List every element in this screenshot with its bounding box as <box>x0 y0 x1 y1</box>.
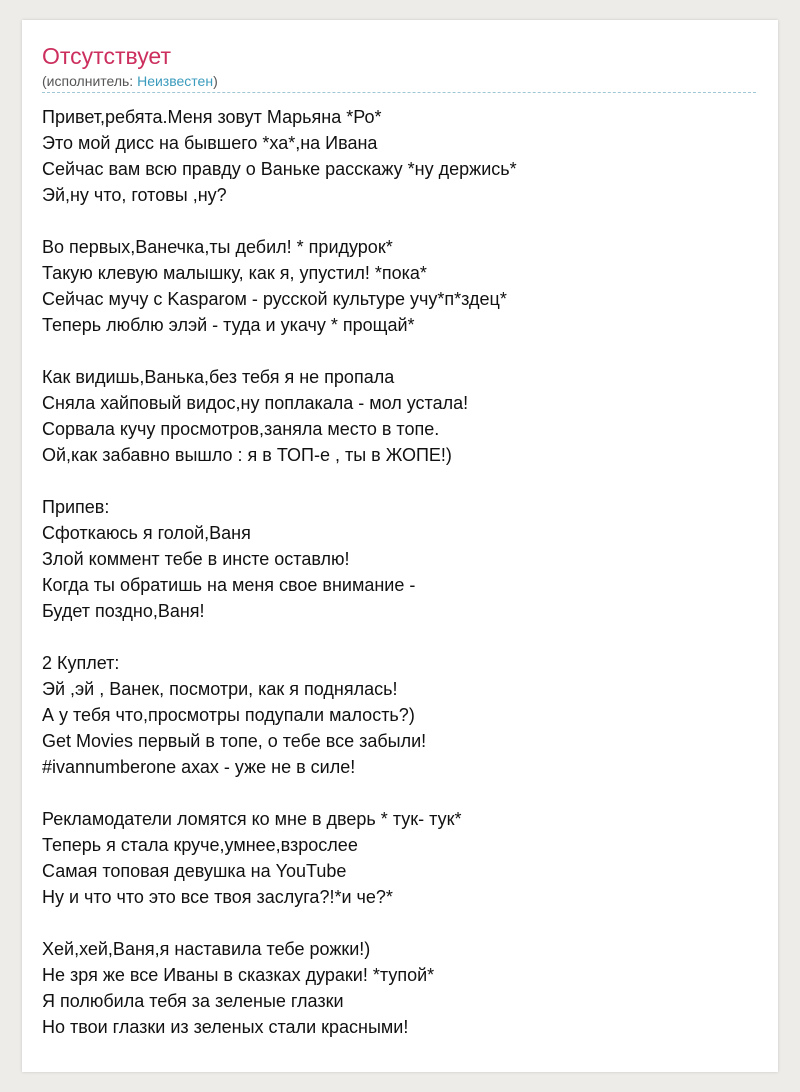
lyric-line: Не зря же все Иваны в сказках дураки! *тупой* <box>42 965 435 985</box>
lyric-line: Как видишь,Ванька,без тебя я не пропала <box>42 367 395 387</box>
lyric-line: Злой коммент тебе в инсте оставлю! <box>42 549 350 569</box>
lyric-line: Сорвала кучу просмотров,заняла место в топе. <box>42 419 440 439</box>
lyric-line: Ну и что что это все твоя заслуга?!*и че?* <box>42 887 393 907</box>
lyric-line: А у тебя что,просмотры подупали малость?) <box>42 705 415 725</box>
artist-prefix: (исполнитель: <box>42 73 138 89</box>
lyric-line: Сейчас вам всю правду о Ваньке расскажу *ну держись* <box>42 159 517 179</box>
lyric-line: Эй,ну что, готовы ,ну? <box>42 185 227 205</box>
lyrics-stanza <box>42 234 758 338</box>
lyric-line: Привет,ребята.Меня зовут Марьяна *Ро* <box>42 107 382 127</box>
lyrics-body <box>42 104 758 1066</box>
lyric-line: Хей,хей,Ваня,я наставила тебе рожки!) <box>42 939 371 959</box>
lyric-line: Теперь люблю элэй - туда и укачу * прощай* <box>42 315 415 335</box>
lyric-line: Будет поздно,Ваня! <box>42 601 205 621</box>
lyric-line: Такую клевую малышку, как я, упустил! *пока* <box>42 263 427 283</box>
lyric-line: Это мой дисс на бывшего *ха*,на Ивана <box>42 133 378 153</box>
artist-suffix: ) <box>213 73 218 89</box>
lyric-line: Сейчас мучу с Kasparом - русской культуре учу*п*здец* <box>42 289 507 309</box>
lyrics-stanza <box>42 494 758 624</box>
lyric-line: Я полюбила тебя за зеленые глазки <box>42 991 344 1011</box>
lyrics-page <box>22 20 778 1072</box>
artist-link[interactable]: Неизвестен <box>137 73 214 89</box>
lyrics-stanza <box>42 104 758 208</box>
lyric-line: Самая топовая девушка на YouTube <box>42 861 347 881</box>
lyrics-stanza <box>42 650 758 780</box>
lyric-line: #ivannumberone ахах - уже не в силе! <box>42 757 356 777</box>
lyric-line: Ой,как забавно вышло : я в ТОП-е , ты в ЖОПЕ!) <box>42 445 452 465</box>
lyric-line: Теперь я стала круче,умнее,взрослее <box>42 835 358 855</box>
lyrics-stanza <box>42 806 758 910</box>
lyric-line: Во первых,Ванечка,ты дебил! * придурок* <box>42 237 393 257</box>
lyric-line: Эй ,эй , Ванек, посмотри, как я поднялась! <box>42 679 398 699</box>
lyric-line: 2 Куплет: <box>42 653 120 673</box>
song-title: Отсутствует <box>42 43 171 69</box>
lyric-line: Когда ты обратишь на меня свое внимание - <box>42 575 416 595</box>
lyric-line: Сфоткаюсь я голой,Ваня <box>42 523 251 543</box>
lyrics-stanza <box>42 364 758 468</box>
artist-line <box>42 72 218 90</box>
title-divider <box>42 92 756 93</box>
lyric-line: Сняла хайповый видос,ну поплакала - мол устала! <box>42 393 469 413</box>
lyrics-stanza <box>42 936 758 1040</box>
lyric-line: Get Movies первый в топе, о тебе все забыли! <box>42 731 427 751</box>
lyric-line: Припев: <box>42 497 110 517</box>
lyric-line: Рекламодатели ломятся ко мне в дверь * тук- тук* <box>42 809 462 829</box>
lyric-line: Но твои глазки из зеленых стали красными! <box>42 1017 409 1037</box>
